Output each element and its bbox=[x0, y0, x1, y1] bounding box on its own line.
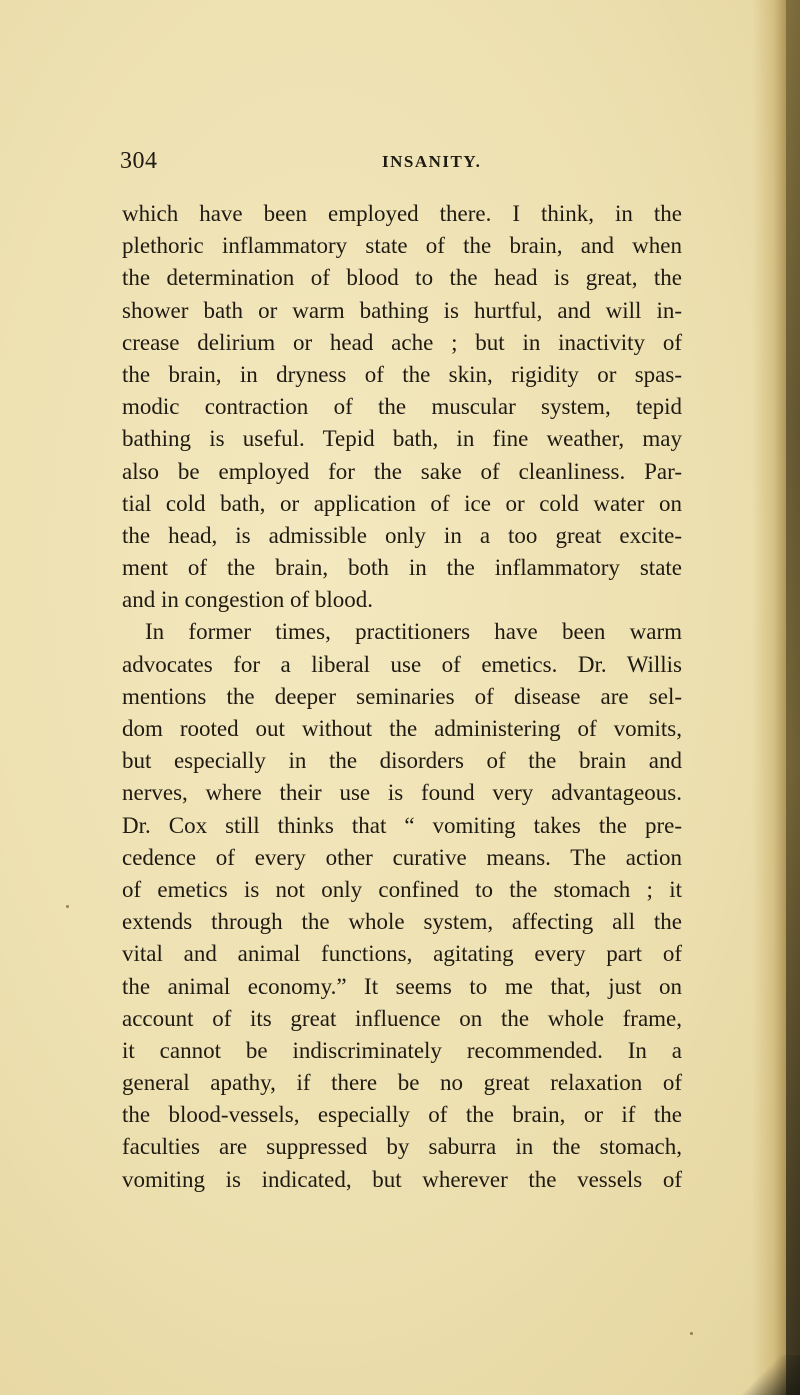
text-line: it cannot be indiscriminately recommended. In a bbox=[122, 1037, 682, 1063]
text-line: the brain, in dryness of the skin, rigidity or spas- bbox=[122, 361, 682, 387]
text-line: vomiting is indicated, but wherever the vessels of bbox=[122, 1166, 682, 1192]
paper-speck bbox=[690, 1332, 693, 1335]
text-line: crease delirium or head ache ; but in inactivity of bbox=[122, 329, 682, 355]
text-line: extends through the whole system, affecting all the bbox=[122, 909, 682, 935]
text-line: of emetics is not only confined to the stomach ; it bbox=[122, 876, 682, 902]
book-edge bbox=[786, 0, 800, 1395]
text-line: and in congestion of blood. bbox=[122, 587, 374, 613]
text-line: shower bath or warm bathing is hurtful, and will in- bbox=[122, 297, 682, 323]
running-title: INSANITY. bbox=[382, 152, 482, 171]
text-line: which have been employed there. I think, in the bbox=[122, 201, 682, 226]
text-line: the blood-vessels, especially of the brain, or if the bbox=[122, 1102, 682, 1128]
body-text bbox=[122, 198, 682, 1196]
page-corner-shadow bbox=[740, 1355, 800, 1395]
text-line: modic contraction of the muscular system, tepid bbox=[122, 394, 682, 420]
text-line: dom rooted out without the administering of vomits, bbox=[122, 716, 682, 741]
text-line: In former times, practitioners have been warm bbox=[145, 619, 682, 645]
text-line: but especially in the disorders of the brain and bbox=[122, 748, 682, 774]
text-line: faculties are suppressed by saburra in the stomach, bbox=[122, 1134, 682, 1160]
text-line: vital and animal functions, agitating every part of bbox=[122, 941, 682, 967]
page-header bbox=[120, 148, 680, 188]
text-line: cedence of every other curative means. The action bbox=[122, 844, 682, 870]
text-line: plethoric inflammatory state of the brain, and when bbox=[122, 233, 682, 259]
text-line: the head, is admissible only in a too great excite- bbox=[122, 522, 682, 548]
text-line: the determination of blood to the head is great, the bbox=[122, 265, 682, 291]
text-line: the animal economy.” It seems to me that, just on bbox=[122, 973, 682, 999]
text-line: account of its great influence on the whole frame, bbox=[122, 1005, 682, 1031]
text-line: mentions the deeper seminaries of disease are sel- bbox=[122, 683, 682, 709]
page-number: 304 bbox=[120, 148, 158, 174]
text-line: bathing is useful. Tepid bath, in fine weather, may bbox=[122, 426, 682, 452]
text-line: nerves, where their use is found very advantageous. bbox=[122, 780, 682, 806]
text-line: advocates for a liberal use of emetics. Dr. Willis bbox=[122, 651, 682, 677]
paper-speck bbox=[66, 905, 69, 908]
text-line: tial cold bath, or application of ice or cold water on bbox=[122, 490, 682, 516]
text-line: also be employed for the sake of cleanliness. Par- bbox=[122, 458, 682, 484]
text-line: general apathy, if there be no great relaxation of bbox=[122, 1070, 682, 1096]
text-line: Dr. Cox still thinks that “ vomiting takes the pre- bbox=[122, 812, 682, 838]
text-line: ment of the brain, both in the inflammatory state bbox=[122, 555, 682, 581]
